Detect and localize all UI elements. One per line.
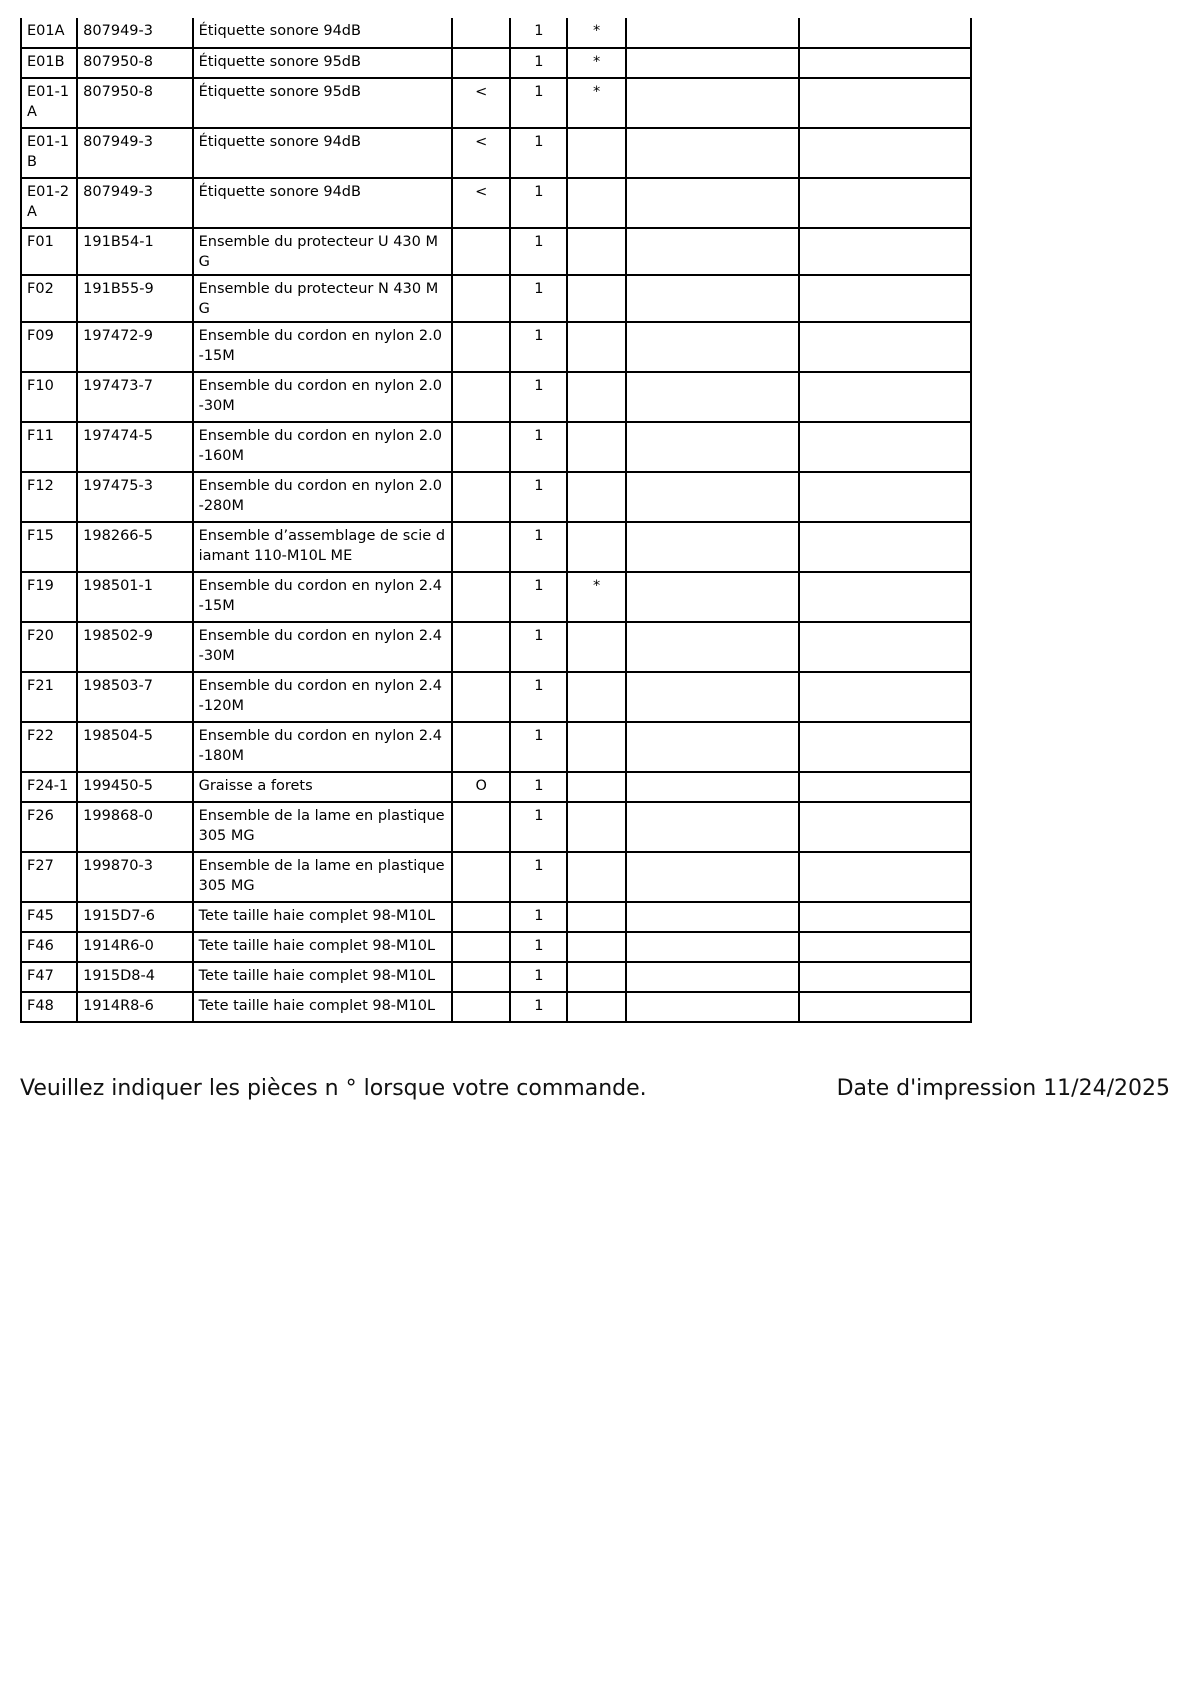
part-number-cell: 198501-1 [77,572,192,622]
empty-cell [626,852,800,902]
code-cell [452,672,510,722]
quantity-cell: 1 [510,772,567,802]
empty-cell [799,18,971,48]
ref-number-cell: E01-1B [21,128,77,178]
empty-cell [626,722,800,772]
mark-cell: * [567,572,625,622]
ref-number-cell: F26 [21,802,77,852]
empty-cell [626,572,800,622]
mark-cell [567,992,625,1022]
mark-cell [567,228,625,275]
table-row [21,962,971,992]
mark-cell [567,275,625,322]
code-cell [452,992,510,1022]
ref-number-cell: F27 [21,852,77,902]
ref-number-cell: F22 [21,722,77,772]
empty-cell [799,48,971,78]
mark-cell [567,772,625,802]
ref-number-cell: F01 [21,228,77,275]
part-number-cell: 197475-3 [77,472,192,522]
mark-cell [567,902,625,932]
empty-cell [626,622,800,672]
quantity-cell: 1 [510,472,567,522]
quantity-cell: 1 [510,372,567,422]
mark-cell [567,962,625,992]
part-number-cell: 199870-3 [77,852,192,902]
description-cell: Tete taille haie complet 98-M10L [193,932,452,962]
quantity-cell: 1 [510,902,567,932]
empty-cell [799,722,971,772]
empty-cell [626,962,800,992]
ref-number-cell: F09 [21,322,77,372]
table-row [21,622,971,672]
description-cell: Ensemble du protecteur U 430 MG [193,228,452,275]
ref-number-cell: F19 [21,572,77,622]
part-number-cell: 197472-9 [77,322,192,372]
empty-cell [626,932,800,962]
mark-cell [567,322,625,372]
part-number-cell: 199450-5 [77,772,192,802]
empty-cell [799,622,971,672]
mark-cell: * [567,48,625,78]
empty-cell [626,472,800,522]
table-row [21,992,971,1022]
table-row [21,472,971,522]
ref-number-cell: F10 [21,372,77,422]
ref-number-cell: E01A [21,18,77,48]
empty-cell [626,672,800,722]
part-number-cell: 197474-5 [77,422,192,472]
ref-number-cell: F24-1 [21,772,77,802]
part-number-cell: 1914R6-0 [77,932,192,962]
code-cell [452,322,510,372]
code-cell: < [452,78,510,128]
table-row [21,852,971,902]
table-row [21,372,971,422]
ref-number-cell: F12 [21,472,77,522]
table-row [21,78,971,128]
code-cell [452,18,510,48]
description-cell: Étiquette sonore 94dB [193,128,452,178]
description-cell: Ensemble du cordon en nylon 2.0-280M [193,472,452,522]
empty-cell [799,178,971,228]
code-cell [452,48,510,78]
parts-table [20,18,972,1023]
part-number-cell: 807949-3 [77,178,192,228]
order-note: Veuillez indiquer les pièces n ° lorsque votre commande. [20,1076,647,1101]
empty-cell [626,522,800,572]
mark-cell [567,128,625,178]
empty-cell [799,992,971,1022]
empty-cell [626,228,800,275]
quantity-cell: 1 [510,962,567,992]
code-cell [452,228,510,275]
empty-cell [799,802,971,852]
description-cell: Ensemble du cordon en nylon 2.4-180M [193,722,452,772]
quantity-cell: 1 [510,275,567,322]
code-cell [452,422,510,472]
quantity-cell: 1 [510,672,567,722]
description-cell: Tete taille haie complet 98-M10L [193,992,452,1022]
table-row [21,722,971,772]
code-cell: < [452,128,510,178]
quantity-cell: 1 [510,802,567,852]
empty-cell [799,672,971,722]
description-cell: Étiquette sonore 94dB [193,18,452,48]
empty-cell [799,322,971,372]
empty-cell [626,992,800,1022]
empty-cell [799,422,971,472]
description-cell: Ensemble du cordon en nylon 2.4-30M [193,622,452,672]
ref-number-cell: F11 [21,422,77,472]
quantity-cell: 1 [510,178,567,228]
empty-cell [626,802,800,852]
code-cell [452,902,510,932]
ref-number-cell: F02 [21,275,77,322]
table-row [21,275,971,322]
ref-number-cell: F47 [21,962,77,992]
empty-cell [799,852,971,902]
empty-cell [799,572,971,622]
ref-number-cell: F20 [21,622,77,672]
description-cell: Ensemble de la lame en plastique 305 MG [193,802,452,852]
empty-cell [626,322,800,372]
empty-cell [626,902,800,932]
code-cell [452,275,510,322]
empty-cell [799,128,971,178]
empty-cell [799,372,971,422]
description-cell: Ensemble de la lame en plastique 305 MG [193,852,452,902]
code-cell [452,522,510,572]
description-cell: Tete taille haie complet 98-M10L [193,962,452,992]
part-number-cell: 191B55-9 [77,275,192,322]
part-number-cell: 807949-3 [77,128,192,178]
empty-cell [799,472,971,522]
description-cell: Étiquette sonore 94dB [193,178,452,228]
empty-cell [626,422,800,472]
part-number-cell: 1914R8-6 [77,992,192,1022]
ref-number-cell: F48 [21,992,77,1022]
quantity-cell: 1 [510,48,567,78]
part-number-cell: 191B54-1 [77,228,192,275]
quantity-cell: 1 [510,932,567,962]
mark-cell [567,522,625,572]
empty-cell [626,128,800,178]
ref-number-cell: F45 [21,902,77,932]
description-cell: Ensemble du cordon en nylon 2.0-30M [193,372,452,422]
part-number-cell: 1915D8-4 [77,962,192,992]
table-row [21,672,971,722]
code-cell [452,962,510,992]
empty-cell [626,178,800,228]
empty-cell [799,772,971,802]
table-row [21,572,971,622]
quantity-cell: 1 [510,18,567,48]
parts-table-body [21,18,971,1022]
mark-cell [567,178,625,228]
empty-cell [626,18,800,48]
description-cell: Ensemble du cordon en nylon 2.0-15M [193,322,452,372]
code-cell [452,852,510,902]
empty-cell [626,48,800,78]
table-row [21,228,971,275]
quantity-cell: 1 [510,228,567,275]
quantity-cell: 1 [510,572,567,622]
ref-number-cell: E01B [21,48,77,78]
code-cell [452,572,510,622]
empty-cell [799,78,971,128]
mark-cell [567,672,625,722]
ref-number-cell: F21 [21,672,77,722]
mark-cell: * [567,18,625,48]
mark-cell [567,722,625,772]
empty-cell [799,275,971,322]
empty-cell [799,962,971,992]
code-cell [452,472,510,522]
table-row [21,932,971,962]
quantity-cell: 1 [510,992,567,1022]
table-row [21,802,971,852]
description-cell: Ensemble du cordon en nylon 2.4-120M [193,672,452,722]
part-number-cell: 198504-5 [77,722,192,772]
description-cell: Étiquette sonore 95dB [193,78,452,128]
mark-cell [567,622,625,672]
part-number-cell: 199868-0 [77,802,192,852]
part-number-cell: 807950-8 [77,48,192,78]
empty-cell [626,772,800,802]
description-cell: Graisse a forets [193,772,452,802]
mark-cell [567,932,625,962]
part-number-cell: 807949-3 [77,18,192,48]
description-cell: Ensemble du cordon en nylon 2.0-160M [193,422,452,472]
table-row [21,772,971,802]
code-cell: O [452,772,510,802]
quantity-cell: 1 [510,128,567,178]
empty-cell [626,372,800,422]
ref-number-cell: E01-2A [21,178,77,228]
table-row [21,18,971,48]
quantity-cell: 1 [510,622,567,672]
description-cell: Ensemble du cordon en nylon 2.4-15M [193,572,452,622]
table-row [21,902,971,932]
code-cell [452,622,510,672]
empty-cell [799,228,971,275]
code-cell [452,372,510,422]
mark-cell [567,802,625,852]
table-row [21,422,971,472]
empty-cell [626,275,800,322]
empty-cell [799,522,971,572]
empty-cell [799,902,971,932]
ref-number-cell: F15 [21,522,77,572]
quantity-cell: 1 [510,322,567,372]
quantity-cell: 1 [510,722,567,772]
part-number-cell: 197473-7 [77,372,192,422]
table-row [21,128,971,178]
part-number-cell: 807950-8 [77,78,192,128]
print-date: Date d'impression 11/24/2025 [836,1076,1170,1101]
code-cell [452,932,510,962]
mark-cell: * [567,78,625,128]
table-row [21,48,971,78]
description-cell: Ensemble d’assemblage de scie diamant 110-M10L ME [193,522,452,572]
part-number-cell: 198266-5 [77,522,192,572]
mark-cell [567,372,625,422]
mark-cell [567,852,625,902]
part-number-cell: 198502-9 [77,622,192,672]
table-row [21,178,971,228]
ref-number-cell: E01-1A [21,78,77,128]
mark-cell [567,422,625,472]
quantity-cell: 1 [510,852,567,902]
description-cell: Ensemble du protecteur N 430 MG [193,275,452,322]
description-cell: Étiquette sonore 95dB [193,48,452,78]
ref-number-cell: F46 [21,932,77,962]
empty-cell [799,932,971,962]
empty-cell [626,78,800,128]
code-cell [452,722,510,772]
quantity-cell: 1 [510,78,567,128]
part-number-cell: 1915D7-6 [77,902,192,932]
table-row [21,522,971,572]
quantity-cell: 1 [510,522,567,572]
table-row [21,322,971,372]
code-cell [452,802,510,852]
description-cell: Tete taille haie complet 98-M10L [193,902,452,932]
mark-cell [567,472,625,522]
code-cell: < [452,178,510,228]
quantity-cell: 1 [510,422,567,472]
part-number-cell: 198503-7 [77,672,192,722]
